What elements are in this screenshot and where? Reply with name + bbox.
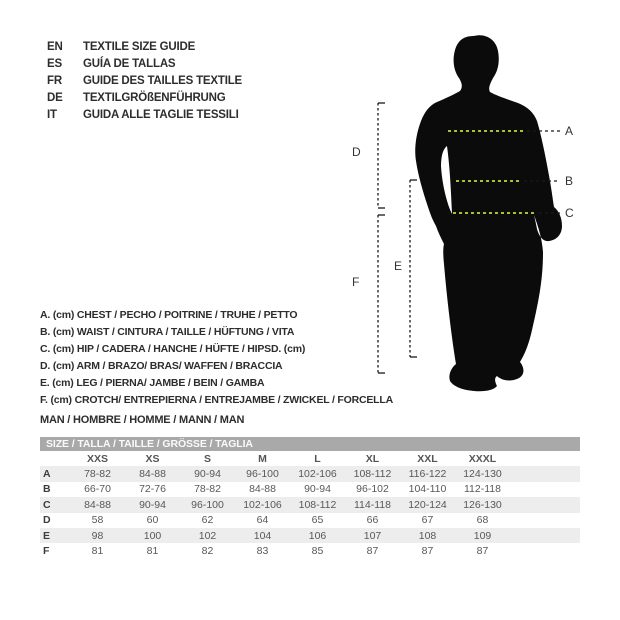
size-col-header: S bbox=[203, 452, 211, 465]
size-cell: 87 bbox=[421, 545, 434, 558]
corner-cell bbox=[40, 451, 70, 466]
table-row-D bbox=[40, 513, 580, 528]
size-cell: 87 bbox=[476, 545, 489, 558]
filler-cell bbox=[510, 543, 580, 558]
size-cell: 58 bbox=[91, 514, 104, 527]
lang-row-en bbox=[47, 39, 242, 56]
legend-crotch: F. (cm) CROTCH/ ENTREPIERNA / ENTREJAMBE / ZWICKEL / FORCELLA bbox=[40, 394, 393, 406]
size-cell: 81 bbox=[146, 545, 159, 558]
label-A: A bbox=[565, 124, 574, 138]
leg-measure-line bbox=[410, 180, 417, 357]
table-row-E bbox=[40, 528, 580, 543]
size-cell: 78-82 bbox=[84, 468, 111, 481]
size-table bbox=[40, 451, 580, 559]
size-cell: 67 bbox=[421, 514, 434, 527]
size-cell: 87 bbox=[366, 545, 379, 558]
size-cell: 112-118 bbox=[464, 483, 501, 496]
lang-label: GUIDA ALLE TAGLIE TESSILI bbox=[83, 109, 239, 121]
legend-waist: B. (cm) WAIST / CINTURA / TAILLE / HÜFTUNG / VITA bbox=[40, 326, 295, 338]
size-cell: 90-94 bbox=[194, 468, 221, 481]
size-cell: 83 bbox=[256, 545, 269, 558]
size-cell: 96-102 bbox=[356, 483, 389, 496]
size-cell: 84-88 bbox=[249, 483, 276, 496]
measurement-legend bbox=[40, 307, 393, 409]
filler-cell bbox=[510, 528, 580, 543]
lang-code: EN bbox=[47, 41, 63, 53]
size-cell: 90-94 bbox=[139, 498, 166, 511]
size-cell: 65 bbox=[311, 514, 324, 527]
size-cell: 114-118 bbox=[354, 498, 391, 511]
lang-row-it bbox=[47, 107, 242, 124]
row-label: D bbox=[43, 514, 51, 527]
size-cell: 102-106 bbox=[298, 468, 337, 481]
arm-measure-line bbox=[378, 103, 385, 208]
size-cell: 82 bbox=[201, 545, 214, 558]
lang-label: GUÍA DE TALLAS bbox=[83, 58, 176, 70]
filler-cell bbox=[510, 466, 580, 481]
row-label: E bbox=[43, 529, 51, 542]
filler-cell bbox=[510, 451, 580, 466]
row-label: C bbox=[43, 498, 51, 511]
lang-label: TEXTILGRÖßENFÜHRUNG bbox=[83, 92, 226, 104]
size-cell: 72-76 bbox=[139, 483, 166, 496]
label-D: D bbox=[352, 145, 361, 159]
size-cell: 126-130 bbox=[463, 498, 502, 511]
size-col-header: XXXL bbox=[468, 452, 497, 465]
size-cell: 68 bbox=[476, 514, 489, 527]
lang-row-de bbox=[47, 90, 242, 107]
lang-label: TEXTILE SIZE GUIDE bbox=[83, 41, 196, 53]
size-cell: 100 bbox=[143, 529, 162, 542]
legend-hip: C. (cm) HIP / CADERA / HANCHE / HÜFTE / HIPSD. (cm) bbox=[40, 343, 306, 355]
lang-code: IT bbox=[47, 109, 57, 121]
size-cell: 66 bbox=[366, 514, 379, 527]
table-row-A bbox=[40, 466, 580, 481]
size-cell: 106 bbox=[308, 529, 327, 542]
table-row-C bbox=[40, 497, 580, 512]
size-cell: 96-100 bbox=[246, 468, 279, 481]
size-cell: 102-106 bbox=[243, 498, 282, 511]
size-header-row bbox=[40, 451, 580, 466]
lang-code: DE bbox=[47, 92, 63, 104]
size-col-header: XL bbox=[365, 452, 380, 465]
size-cell: 104 bbox=[253, 529, 272, 542]
filler-cell bbox=[510, 497, 580, 512]
legend-arm: D. (cm) ARM / BRAZO/ BRAS/ WAFFEN / BRACCIA bbox=[40, 360, 283, 372]
size-cell: 96-100 bbox=[191, 498, 224, 511]
label-B: B bbox=[565, 174, 574, 188]
label-F: F bbox=[352, 275, 360, 289]
legend-leg: E. (cm) LEG / PIERNA/ JAMBE / BEIN / GAMBA bbox=[40, 377, 265, 389]
lang-code: ES bbox=[47, 58, 62, 70]
filler-cell bbox=[510, 513, 580, 528]
filler-cell bbox=[510, 482, 580, 497]
size-cell: 85 bbox=[311, 545, 324, 558]
size-cell: 66-70 bbox=[84, 483, 111, 496]
size-col-header: M bbox=[258, 452, 267, 465]
row-label: A bbox=[43, 468, 51, 481]
size-cell: 107 bbox=[363, 529, 382, 542]
lang-code: FR bbox=[47, 75, 62, 87]
size-cell: 78-82 bbox=[194, 483, 221, 496]
size-cell: 104-110 bbox=[408, 483, 447, 496]
row-label: F bbox=[43, 545, 50, 558]
size-cell: 81 bbox=[91, 545, 104, 558]
size-cell: 108-112 bbox=[353, 468, 392, 481]
table-row-B bbox=[40, 482, 580, 497]
size-cell: 120-124 bbox=[408, 498, 447, 511]
label-C: C bbox=[565, 206, 574, 220]
size-cell: 64 bbox=[256, 514, 269, 527]
table-row-F bbox=[40, 543, 580, 558]
size-cell: 84-88 bbox=[84, 498, 111, 511]
lang-label: GUIDE DES TAILLES TEXTILE bbox=[83, 75, 242, 87]
size-cell: 116-122 bbox=[408, 468, 447, 481]
label-E: E bbox=[394, 259, 403, 273]
legend-chest: A. (cm) CHEST / PECHO / POITRINE / TRUHE / PETTO bbox=[40, 309, 298, 321]
size-cell: 62 bbox=[201, 514, 214, 527]
size-cell: 84-88 bbox=[139, 468, 166, 481]
category-line: MAN / HOMBRE / HOMME / MANN / MAN bbox=[40, 414, 245, 426]
size-col-header: XS bbox=[145, 452, 160, 465]
size-cell: 124-130 bbox=[463, 468, 502, 481]
lang-row-fr bbox=[47, 73, 242, 90]
size-col-header: L bbox=[314, 452, 321, 465]
row-label: B bbox=[43, 483, 51, 496]
size-cell: 90-94 bbox=[304, 483, 331, 496]
size-cell: 98 bbox=[91, 529, 104, 542]
size-col-header: XXS bbox=[86, 452, 108, 465]
size-cell: 108 bbox=[418, 529, 437, 542]
size-cell: 108-112 bbox=[298, 498, 337, 511]
size-table-title: SIZE / TALLA / TAILLE / GRÖSSE / TAGLIA bbox=[40, 437, 580, 451]
size-cell: 102 bbox=[198, 529, 217, 542]
language-title-block bbox=[47, 39, 242, 124]
size-table-block bbox=[40, 437, 580, 559]
size-cell: 60 bbox=[146, 514, 159, 527]
size-col-header: XXL bbox=[417, 452, 438, 465]
size-cell: 109 bbox=[473, 529, 492, 542]
lang-row-es bbox=[47, 56, 242, 73]
